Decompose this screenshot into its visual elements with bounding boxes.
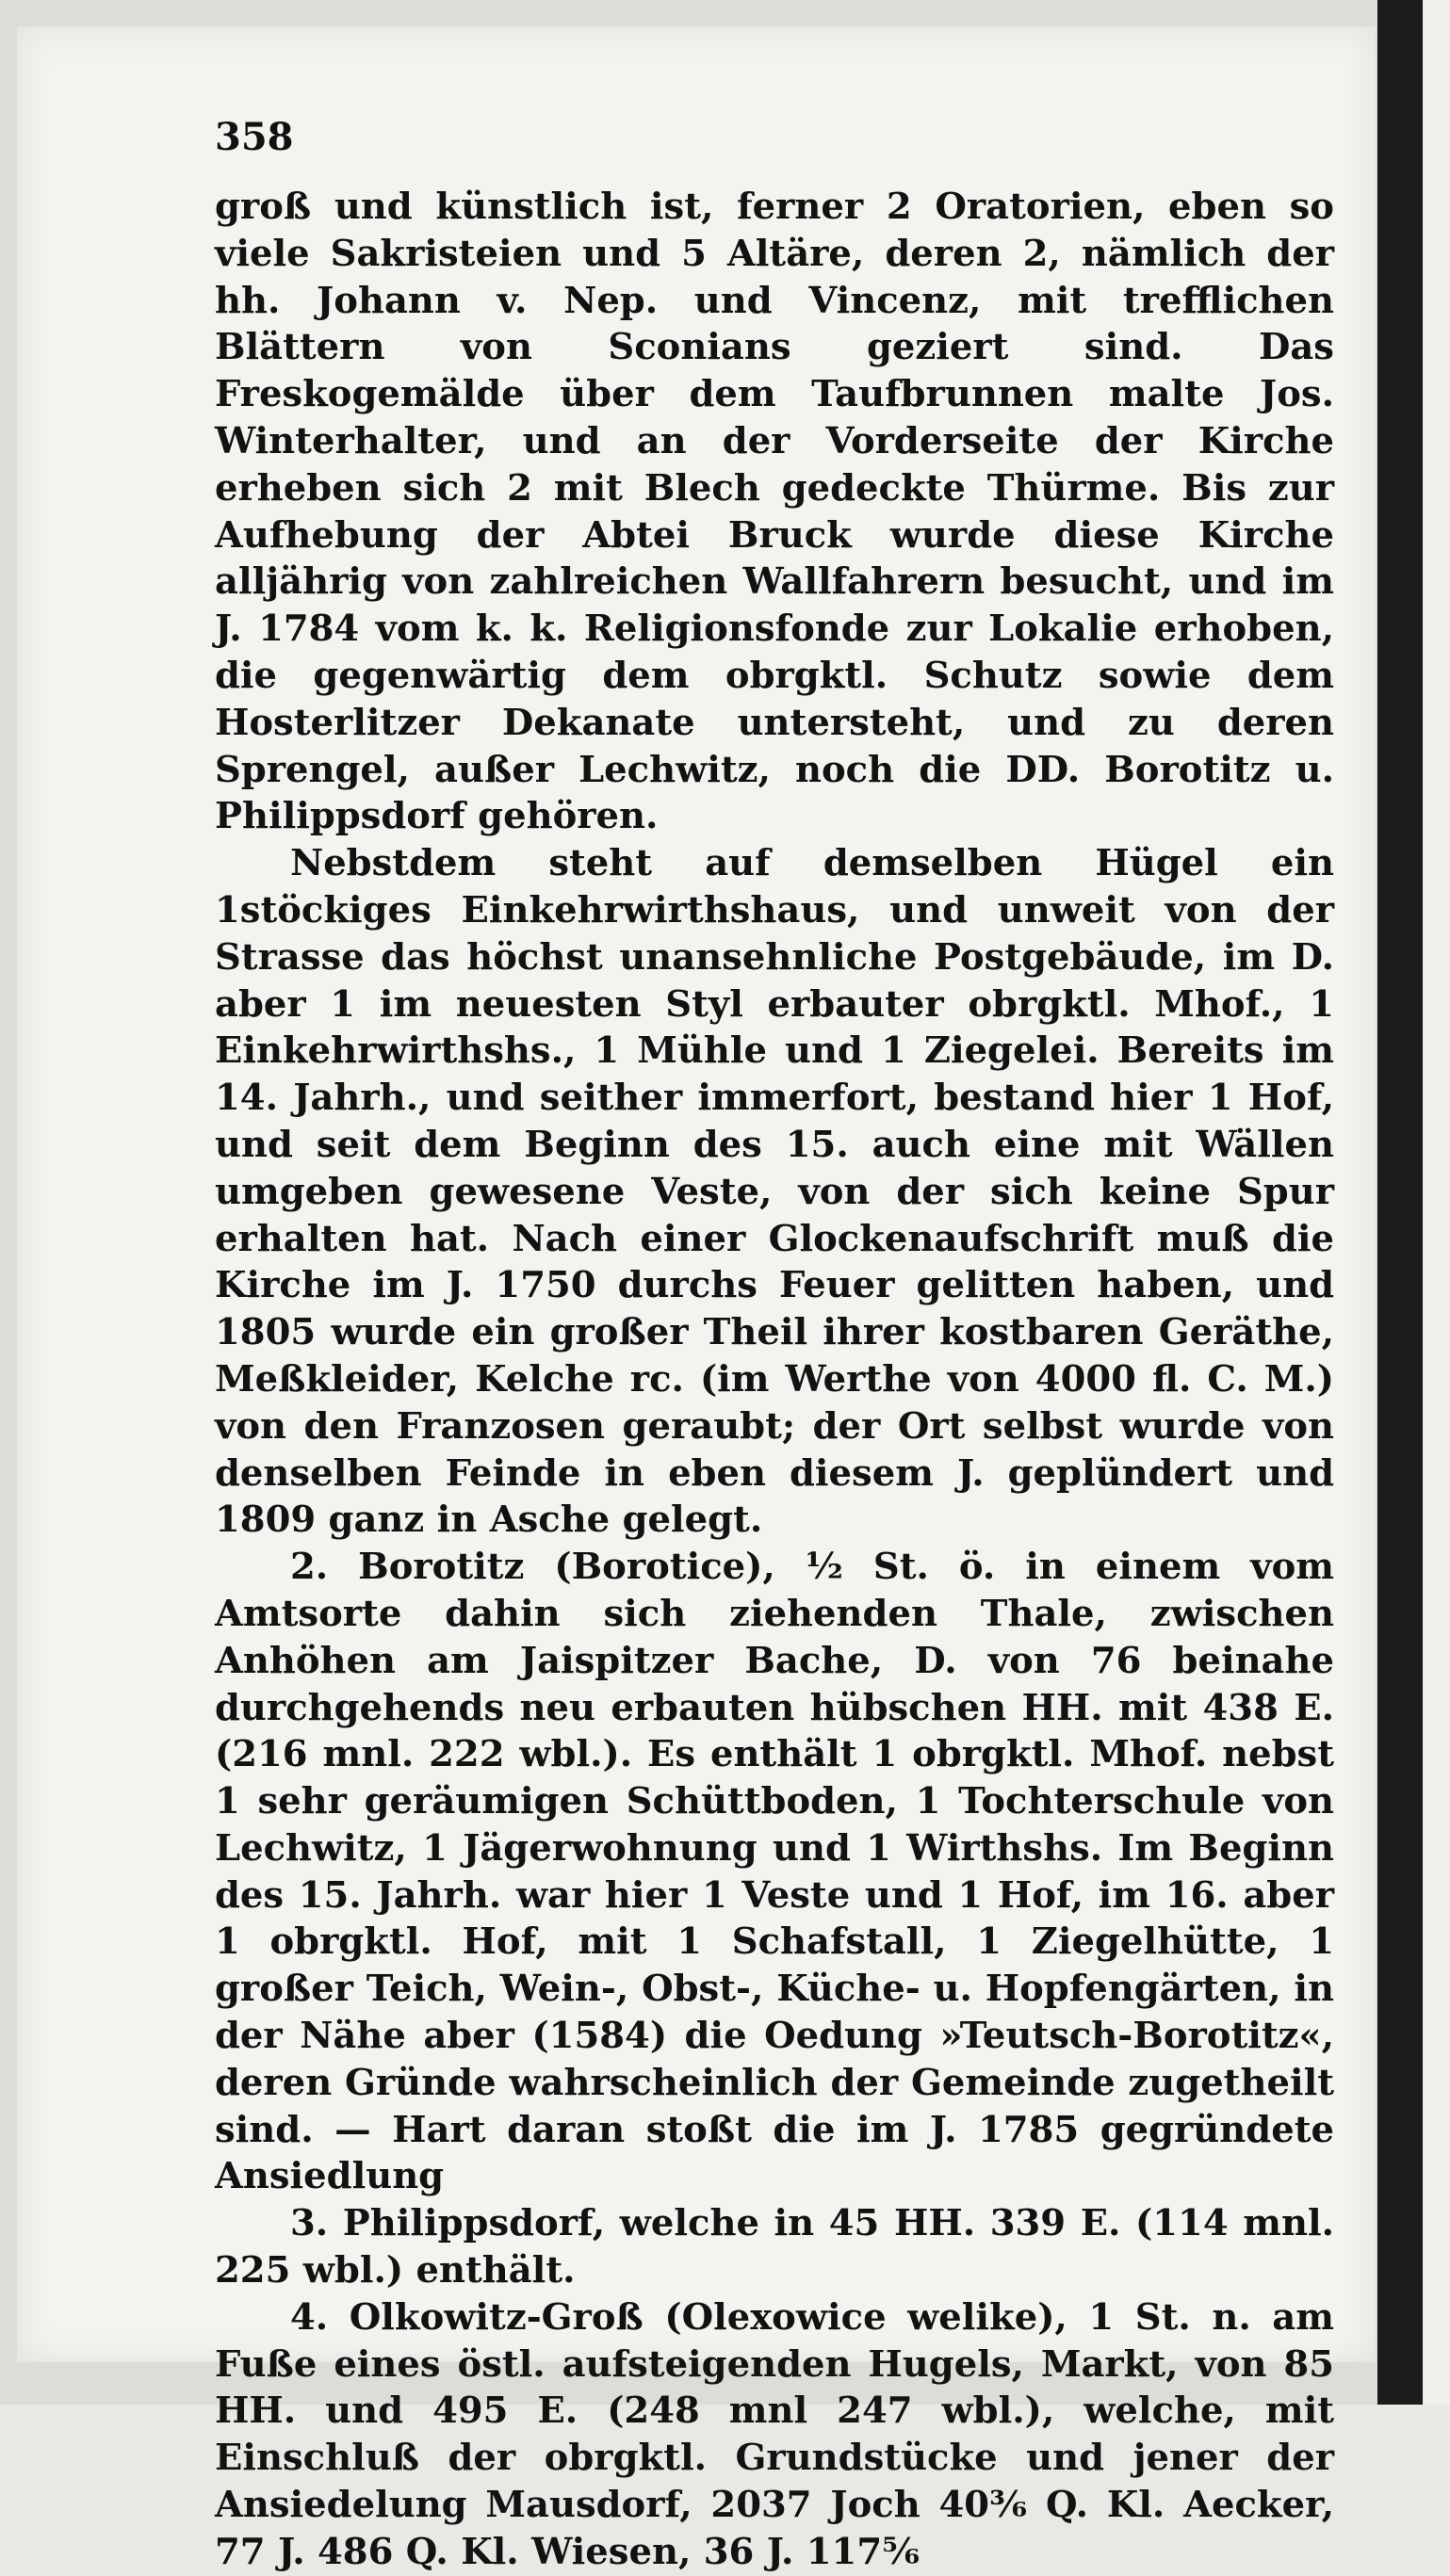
paragraph-5: 4. Olkowitz-Groß (Olexowice welike), 1 St. n. am Fuße eines östl. aufsteigenden Hugels, Markt, von 85 HH. und 495 E. (248 mnl 247 wbl.), welche, mit Einschluß der obrgktl. Grundstücke und jener der Ansiedelung Mausdorf, 2037 Joch 40³⁄₆ Q. Kl. Aecker, 77 J. 486 Q. Kl. Wiesen, 36 J. 117⁵⁄₆ — [215, 2295, 1334, 2573]
paragraph-3: 2. Borotitz (Borotice), ½ St. ö. in einem vom Amtsorte dahin sich ziehenden Thale, zwischen Anhöhen am Jaispitzer Bache, D. von 76 beinahe durchgehends neu erbauten hübschen HH. mit 438 E. (216 mnl. 222 wbl.). Es enthält 1 obrgktl. Mhof. nebst 1 sehr geräumigen Schüttboden, 1 Tochterschule von Lechwitz, 1 Jägerwohnung und 1 Wirthshs. Im Beginn des 15. Jahrh. war hier 1 Veste und 1 Hof, im 16. aber 1 obrgktl. Hof, mit 1 Schafstall, 1 Ziegelhütte, 1 großer Teich, Wein-, Obst-, Küche- u. Hopfengärten, in der Nähe aber (1584) die Oedung »Teutsch-Borotitz«, deren Gründe wahrscheinlich der Gemeinde zugetheilt sind. — Hart daran stoßt die im J. 1785 gegründete Ansiedlung — [215, 1546, 1334, 2198]
paragraph-4: 3. Philippsdorf, welche in 45 HH. 339 E. (114 mnl. 225 wbl.) enthält. — [215, 2202, 1334, 2292]
paragraph-1: groß und künstlich ist, ferner 2 Oratorien, eben so viele Sakristeien und 5 Altäre, deren 2, nämlich der hh. Johann v. Nep. und Vincenz, mit trefflichen Blättern von Sconians geziert sind. Das Freskogemälde über dem Taufbrunnen malte Jos. Winterhalter, und an der Vorderseite der Kirche erheben sich 2 mit Blech gedeckte Thürme. Bis zur Aufhebung der Abtei Bruck wurde diese Kirche alljährig von zahlreichen Wallfahrern besucht, und im J. 1784 vom k. k. Religionsfonde zur Lokalie erhoben, die gegenwärtig dem obrgktl. Schutz sowie dem Hosterlitzer Dekanate untersteht, und zu deren Sprengel, außer Lechwitz, noch die DD. Borotitz u. Philippsdorf gehören. — [215, 186, 1334, 838]
next-page-edge — [1423, 0, 1450, 2405]
book-gutter — [1377, 0, 1423, 2405]
paragraph-2: Nebstdem steht auf demselben Hügel ein 1stöckiges Einkehrwirthshaus, und unweit von der Strasse das höchst unansehnliche Postgebäude, im D. aber 1 im neuesten Styl erbauter obrgktl. Mhof., 1 Einkehrwirthshs., 1 Mühle und 1 Ziegelei. Bereits im 14. Jahrh., und seither immerfort, bestand hier 1 Hof, und seit dem Beginn des 15. auch eine mit Wällen umgeben gewesene Veste, von der sich keine Spur erhalten hat. Nach einer Glockenaufschrift muß die Kirche im J. 1750 durchs Feuer gelitten haben, und 1805 wurde ein großer Theil ihrer kostbaren Geräthe, Meßkleider, Kelche rc. (im Werthe von 4000 fl. C. M.) von den Franzosen geraubt; der Ort selbst wurde von denselben Feinde in eben diesem J. geplündert und 1809 ganz in Asche gelegt. — [215, 842, 1334, 1542]
body-text — [215, 184, 1334, 2576]
page-number: 358 — [215, 115, 294, 159]
